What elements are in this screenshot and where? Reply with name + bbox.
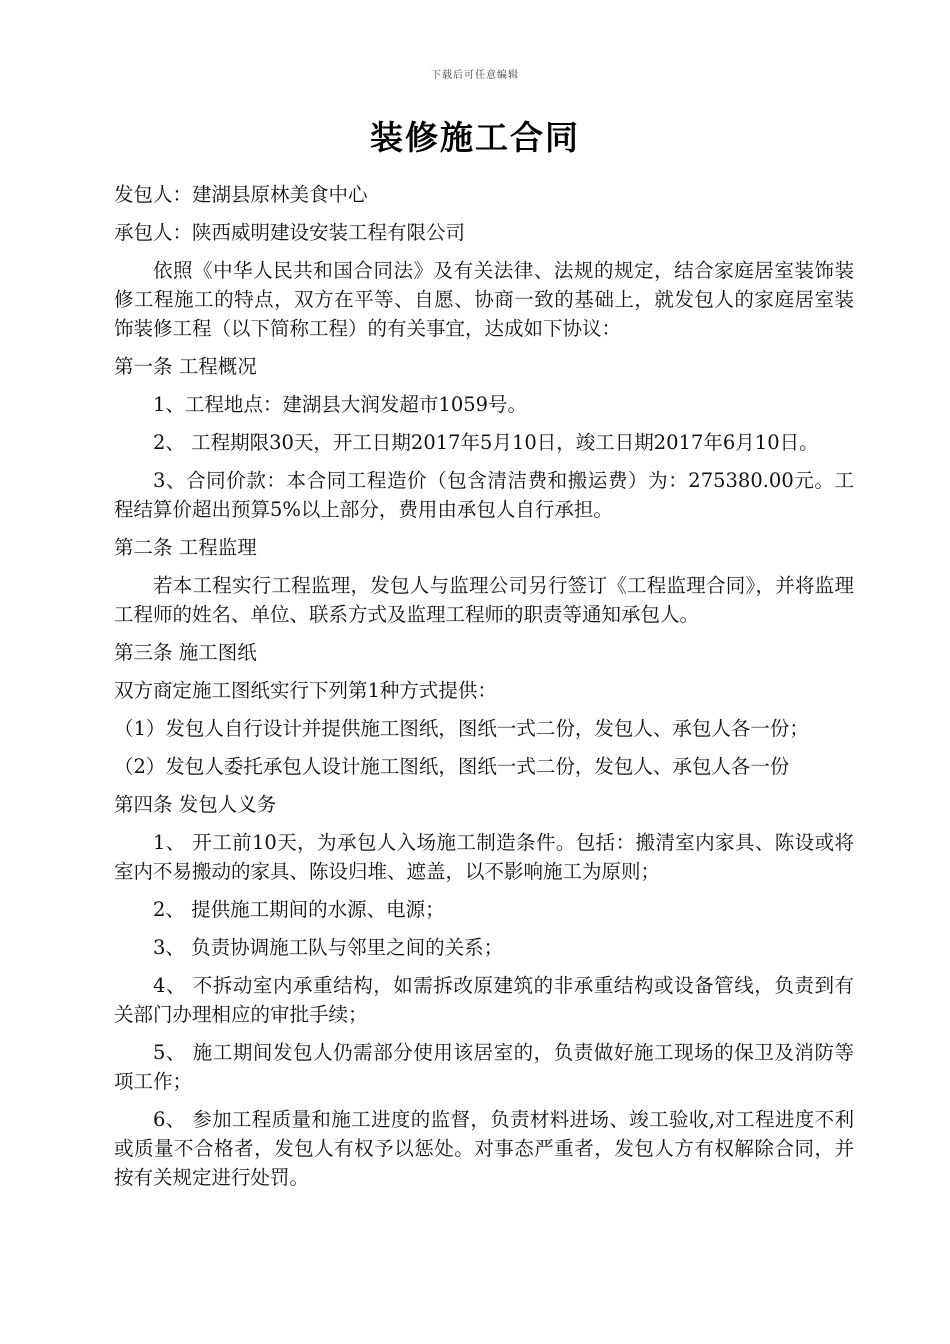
article-1-item-2: 2、 工程期限30天，开工日期2017年5月10日，竣工日期2017年6月10日。 xyxy=(153,431,819,454)
article-1-heading: 第一条 工程概况 xyxy=(114,355,257,378)
document-title: 装修施工合同 xyxy=(370,118,580,157)
party-a-line: 发包人：建湖县原林美食中心 xyxy=(114,183,368,206)
article-4-item-2: 2、 提供施工期间的水源、电源； xyxy=(153,898,445,921)
article-3-option-1: （1）发包人自行设计并提供施工图纸，图纸一式二份，发包人、承包人各一份； xyxy=(114,717,809,740)
article-2-paragraph: 若本工程实行工程监理，发包人与监理公司另行签订《工程监理合同》，并将监理工程师的姓名、单位、联系方式及监理工程师的职责等通知承包人。 xyxy=(114,574,854,626)
article-4-item-5: 5、 施工期间发包人仍需部分使用该居室的，负责做好施工现场的保卫及消防等项工作； xyxy=(114,1041,854,1093)
party-b-line: 承包人：陕西威明建设安装工程有限公司 xyxy=(114,221,466,244)
article-1-item-1: 1、工程地点：建湖县大润发超市1059号。 xyxy=(153,393,528,416)
article-4-item-6: 6、 参加工程质量和施工进度的监督，负责材料进场、竣工验收,对工程进度不利或质量不合格者，发包人有权予以惩处。对事态严重者，发包人方有权解除合同，并按有关规定进行处罚。 xyxy=(114,1108,854,1189)
article-3-option-2: （2）发包人委托承包人设计施工图纸，图纸一式二份，发包人、承包人各一份 xyxy=(114,755,790,778)
article-2-heading: 第二条 工程监理 xyxy=(114,536,257,559)
preamble-paragraph: 依照《中华人民共和国合同法》及有关法律、法规的规定，结合家庭居室装饰装修工程施工的特点，双方在平等、自愿、协商一致的基础上，就发包人的家庭居室装饰装修工程（以下简称工程）的有关事宜，达成如下协议： xyxy=(114,259,854,340)
article-4-heading: 第四条 发包人义务 xyxy=(114,793,277,816)
contract-body xyxy=(114,180,854,1201)
article-4-item-3: 3、 负责协调施工队与邻里之间的关系； xyxy=(153,936,504,959)
article-3-heading: 第三条 施工图纸 xyxy=(114,641,257,664)
header-note: 下载后可任意编辑 xyxy=(431,70,519,81)
article-4-item-1: 1、 开工前10天，为承包人入场施工制造条件。包括：搬清室内家具、陈设或将室内不易搬动的家具、陈设归堆、遮盖，以不影响施工为原则； xyxy=(114,831,854,883)
article-4-item-4: 4、 不拆动室内承重结构，如需拆改原建筑的非承重结构或设备管线，负责到有关部门办理相应的审批手续； xyxy=(114,974,854,1026)
article-1-item-3: 3、合同价款：本合同工程造价（包含清洁费和搬运费）为：275380.00元。工程结算价超出预算5%以上部分，费用由承包人自行承担。 xyxy=(114,469,854,521)
article-3-intro: 双方商定施工图纸实行下列第1种方式提供： xyxy=(114,679,497,702)
